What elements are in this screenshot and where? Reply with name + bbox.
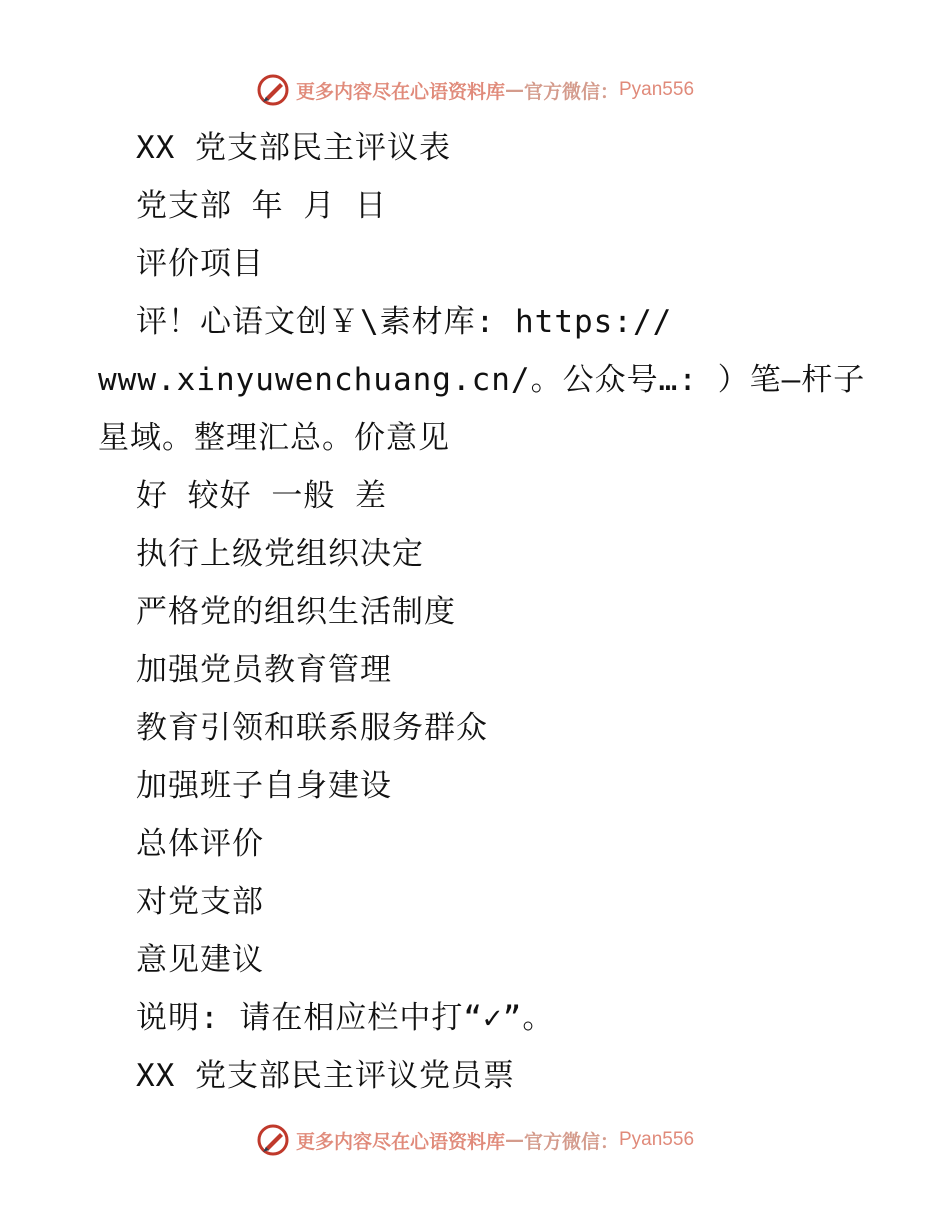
- date-line: 党支部 年 月 日: [136, 188, 387, 224]
- instructions-note: 说明: 请在相应栏中打“✓”。: [136, 1000, 555, 1036]
- footer-watermark-banner: [0, 1120, 950, 1160]
- member-ballot-title: XX 党支部民主评议党员票: [136, 1058, 515, 1094]
- pen-logo-icon: [256, 1123, 290, 1157]
- item-execute-decisions: 执行上级党组织决定: [136, 536, 424, 572]
- watermark-line-2: www.xinyuwenchuang.cn/。公众号…: ）笔—杆子: [98, 362, 866, 398]
- overall-evaluation: 总体评价: [136, 826, 264, 862]
- header-watermark-banner: [0, 70, 950, 110]
- opinions-suggestions: 意见建议: [136, 942, 264, 978]
- item-member-education: 加强党员教育管理: [136, 652, 392, 688]
- watermark-line-3: 星域。整理汇总。价意见: [98, 420, 450, 456]
- document-title: XX 党支部民主评议表: [136, 130, 451, 166]
- pen-logo-icon: [256, 73, 290, 107]
- banner-wechat-id: Pyan556: [619, 1129, 695, 1150]
- to-party-branch: 对党支部: [136, 884, 264, 920]
- banner-dash: —: [504, 1129, 524, 1151]
- banner-official-text: 官方微信：: [523, 80, 619, 103]
- banner-wechat-id: Pyan556: [619, 79, 695, 100]
- item-team-building: 加强班子自身建设: [136, 768, 392, 804]
- rating-options: 好 较好 一般 差: [136, 478, 387, 514]
- banner-main-text: 更多内容尽在心语资料库: [295, 80, 505, 103]
- item-organization-life: 严格党的组织生活制度: [136, 594, 456, 630]
- watermark-line-1: 评！心语文创￥\素材库: https://: [136, 304, 673, 340]
- banner-official-text: 官方微信：: [523, 1130, 619, 1153]
- banner-dash: —: [504, 79, 524, 101]
- banner-main-text: 更多内容尽在心语资料库: [295, 1130, 505, 1153]
- evaluation-items-heading: 评价项目: [136, 246, 264, 282]
- item-serve-masses: 教育引领和联系服务群众: [136, 710, 488, 746]
